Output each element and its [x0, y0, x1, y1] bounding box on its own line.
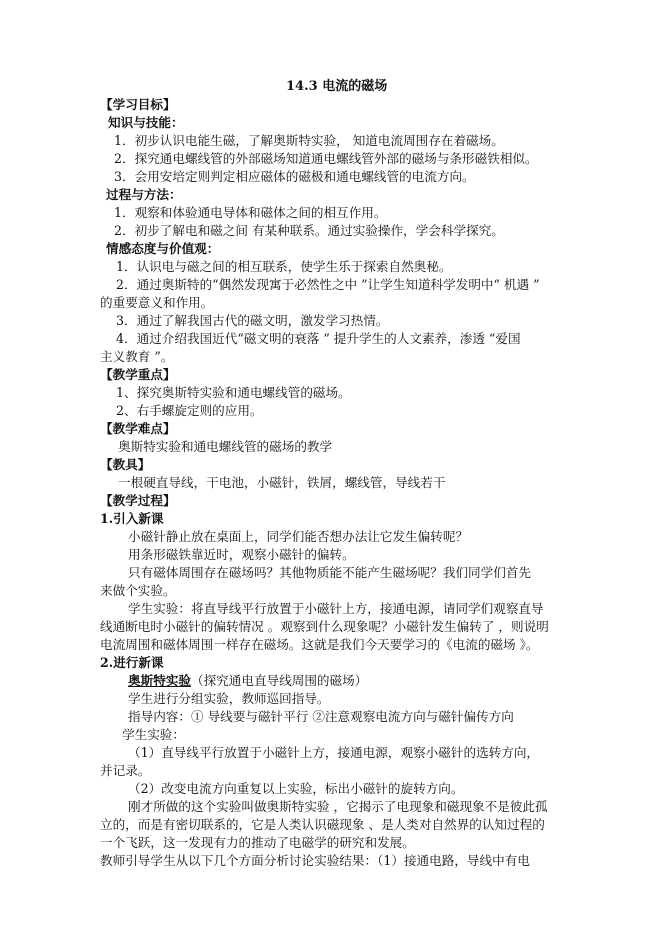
new-line: 立的，而是有密切联系的，它是人类认识磁现象 、是人类对自然界的认知过程的	[100, 817, 545, 832]
attitude-item: 2．通过奥斯特的“偶然发现寓于必然性之中 ”让学生知道科学发明中“ 机遇 ”	[116, 277, 540, 292]
new-line: 一个飞跃，这一发现有力的推动了电磁学的研究和发展。	[100, 835, 415, 850]
goals-heading: 【学习目标】	[100, 97, 176, 112]
attitude-item: 4．通过介绍我国近代“磁文明的衰落 ” 提升学生的人文素养，渗透 “爱国	[116, 331, 521, 346]
new-line: （2）改变电流方向重复以上实验，标出小磁针的旋转方向。	[128, 781, 464, 796]
knowledge-item: 1．初步认识电能生磁，了解奥斯特实验， 知道电流周围存在着磁场。	[114, 133, 504, 148]
page-title: 14.3 电流的磁场	[286, 79, 388, 94]
new-line: 刚才所做的这个实验叫做奥斯特实验 ，它揭示了电现象和磁现象不是彼此孤	[128, 799, 548, 814]
new-line: 指导内容：① 导线要与磁针平行 ②注意观察电流方向与磁针偏传方向	[128, 709, 514, 724]
oersted-desc: （探究通电直导线周围的磁场）	[190, 673, 368, 688]
intro-line: 来做个实验。	[100, 583, 176, 598]
attitude-item: 主义教育 ”。	[100, 349, 174, 364]
new-line: 并记录。	[100, 763, 151, 778]
process-method-heading: 过程与方法：	[106, 187, 182, 202]
intro-line: 用条形磁铁靠近时，观察小磁针的偏转。	[128, 547, 355, 562]
key-point-item: 2、右手螺旋定则的应用。	[116, 403, 263, 418]
teaching-process-heading: 【教学过程】	[100, 493, 176, 508]
tools-text: 一根硬直导线，干电池，小磁针，铁屑，螺线管，导线若干	[118, 475, 446, 490]
difficulties-text: 奥斯特实验和通电螺线管的磁场的教学	[118, 439, 333, 454]
process-method-item: 1．观察和体验通电导体和磁体之间的相互作用。	[114, 205, 387, 220]
intro-line: 电流周围和磁体周围一样存在磁场。这就是我们今天要学习的《电流的磁场 》。	[100, 637, 539, 652]
key-point-item: 1、探究奥斯特实验和通电螺线管的磁场。	[116, 385, 351, 400]
intro-heading: 1.引入新课	[100, 511, 164, 526]
intro-line: 线通断电时小磁针的偏转情况 。观察到什么现象呢？小磁针发生偏转了 ，则说明	[100, 619, 549, 634]
oersted-label: 奥斯特实验	[128, 673, 191, 688]
attitude-item: 3．通过了解我国古代的磁文明，激发学习热情。	[116, 313, 389, 328]
attitude-item: 1．认识电与磁之间的相互联系，使学生乐于探索自然奥秘。	[116, 259, 452, 274]
tools-heading: 【教具】	[100, 457, 151, 472]
new-line: 学生实验：	[122, 727, 185, 742]
process-method-item: 2．初步了解电和磁之间 有某种联系。通过实验操作，学会科学探究。	[114, 223, 504, 238]
attitude-heading: 情感态度与价值观：	[106, 241, 220, 256]
knowledge-item: 2．探究通电螺线管的外部磁场知道通电螺线管外部的磁场与条形磁铁相似。	[114, 151, 538, 166]
knowledge-item: 3．会用安培定则判定相应磁体的磁极和通电螺线管的电流方向。	[114, 169, 475, 184]
knowledge-heading: 知识与技能：	[108, 115, 184, 130]
intro-line: 小磁针静止放在桌面上，同学们能否想办法让它发生偏转呢？	[128, 529, 469, 544]
intro-line: 学生实验：将直导线平行放置于小磁针上方，接通电源，请同学们观察直导	[128, 601, 544, 616]
intro-line: 只有磁体周围存在磁场吗？其他物质能不能产生磁场呢？我们同学们首先	[128, 565, 531, 580]
difficulties-heading: 【教学难点】	[100, 421, 176, 436]
oersted-line	[128, 672, 367, 690]
new-line: （1）直导线平行放置于小磁针上方，接通电源，观察小磁针的选转方向，	[128, 745, 540, 760]
new-lesson-heading: 2.进行新课	[100, 655, 164, 670]
key-points-heading: 【教学重点】	[100, 367, 176, 382]
attitude-item: 的重要意义和作用。	[100, 295, 214, 310]
new-line: 教师引导学生从以下几个方面分析讨论实验结果：（1）接通电路，导线中有电	[100, 853, 530, 868]
new-line: 学生进行分组实验，教师巡回指导。	[128, 691, 330, 706]
